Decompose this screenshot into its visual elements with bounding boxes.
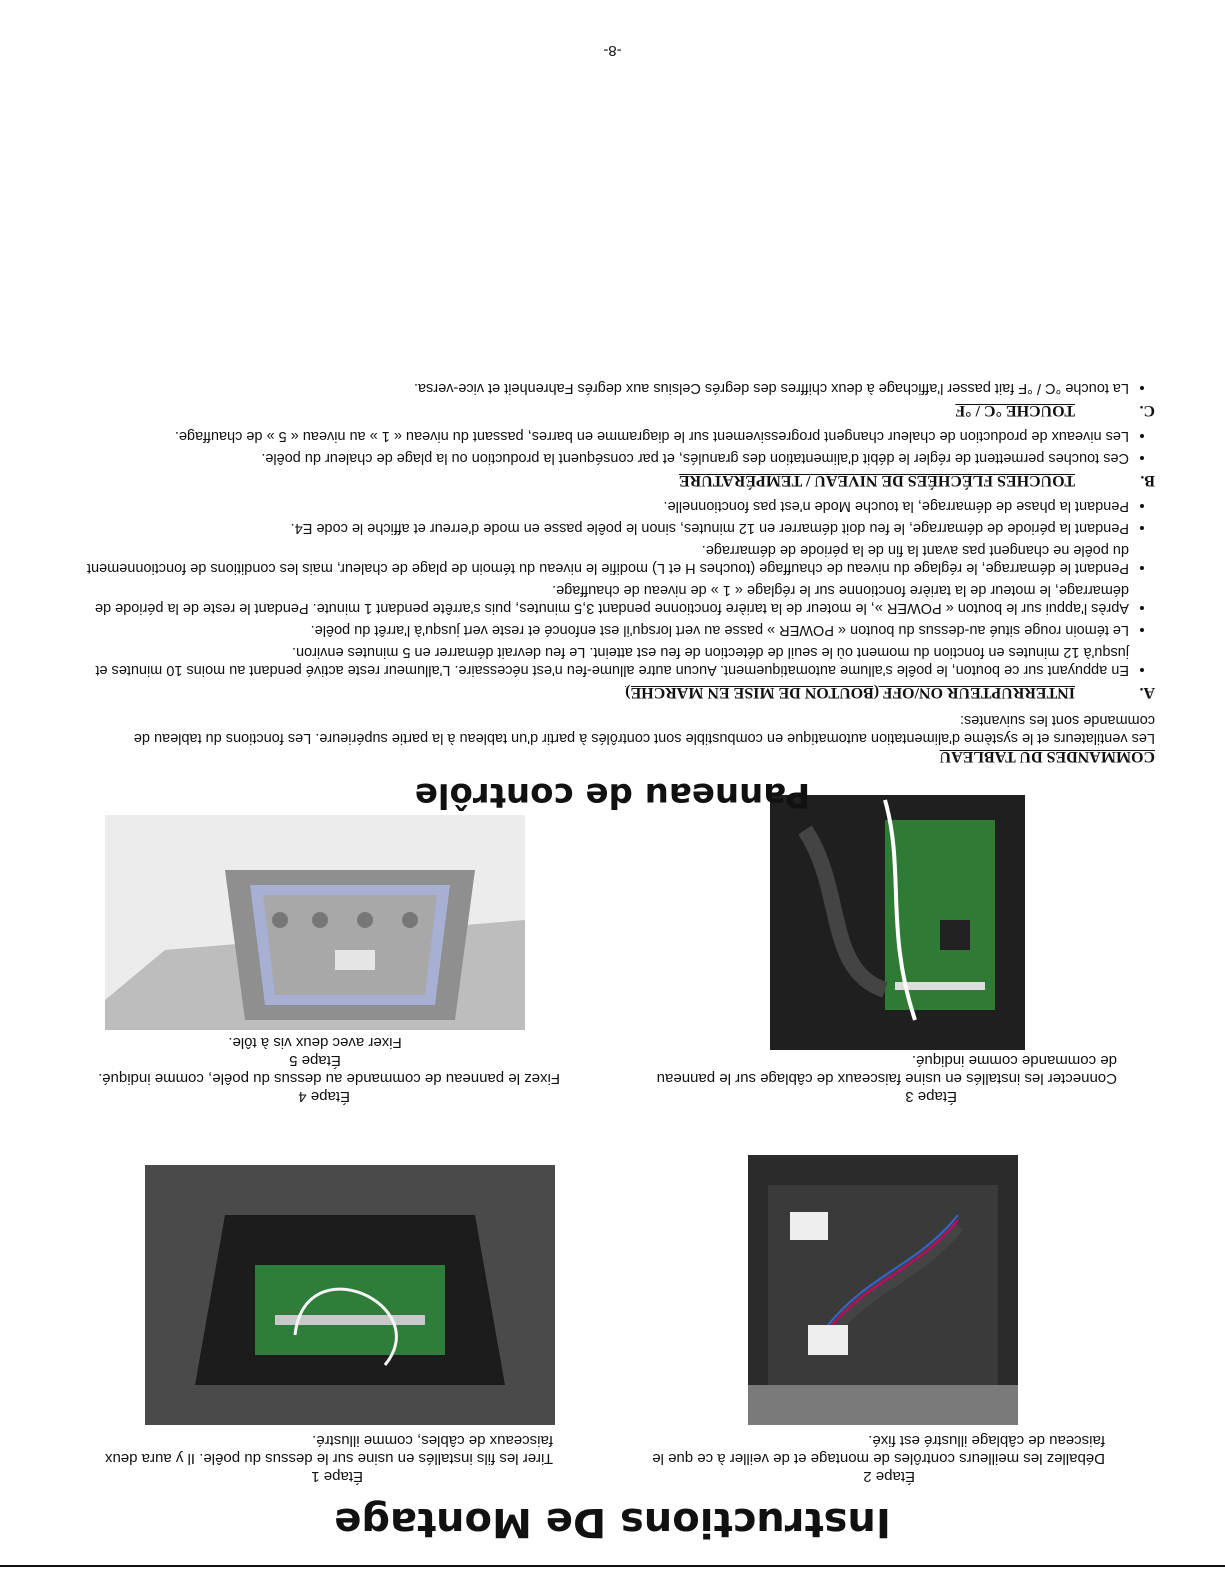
section-a-bullet: • Pendant le démarrage, le réglage du niveau de chauffage (touches H et L) modifie le niveau du témoin de plage de chaleur, mais les conditions de fonctionnement du poêle ne changent pas avant la fin de la période de démarrage.: [75, 541, 1129, 577]
panel-title: Panneau de contrôle: [414, 775, 811, 815]
step-2-text: Déballez les meilleurs contrôles de montage et de veiller à ce que le faisceau de câblage illustré est fixé.: [652, 1432, 1105, 1467]
section-a: [75, 497, 1155, 701]
step-1-text: Tirer les fils installés en usine sur le dessus du poêle. Il y aura deux faisceaux de câbles, comme illustré.: [104, 1432, 553, 1467]
section-b: [75, 427, 1155, 489]
photo-wiring-harness-top: [748, 1155, 1018, 1425]
section-b-letter: B.: [1140, 472, 1155, 489]
photo-harness-connected: [770, 795, 1025, 1050]
section-a-bullet: • Le témoin rouge situé au-dessus du bouton « POWER » passe au vert lorsqu'il est enfoncé et reste vert jusqu'à l'arrêt du poêle.: [75, 621, 1129, 639]
step-4-text: Fixez le panneau de commande au dessus du poêle, comme indiqué.: [98, 1070, 560, 1087]
step-4: [70, 1069, 560, 1105]
section-a-bullet: • Après l'appui sur le bouton « POWER », le moteur de la tarière fonctionne pendant 3,5 minutes, puis s'arrête pendant 1 minute. Pendant le reste de la période de démarrage, le moteur de la tarière fonctionne sur le réglage « 1 » de niveau de chauffage.: [75, 581, 1129, 617]
section-c-heading: TOUCHE °C / °F: [955, 402, 1075, 419]
step-5-label: Étape 5: [289, 1052, 341, 1069]
section-b-bullet: • Les niveaux de production de chaleur changent progressivement sur le diagramme en barres, passant du niveau « 1 » au niveau « 5 » de chauffage.: [75, 427, 1129, 445]
intro-paragraph: Les ventilateurs et le système d'alimentation automatique en combustible sont contrôlés à partir d'un tableau à la partie supérieure. Les fonctions du tableau de commande sont les suivantes:: [133, 712, 1155, 746]
section-a-bullet: • En appuyant sur ce bouton, le poêle s'allume automatiquement. Aucun autre allume-feu n'est nécessaire. L'allumeur reste activé pendant au moins 10 minutes et jusqu'à 12 minutes en fonction du moment où le seuil de détection de feu est atteint. Le feu devrait démarrer en 5 minutes environ.: [75, 643, 1129, 679]
step-2: [635, 1431, 1105, 1485]
section-c-bullet: • La touche °C / °F fait passer l'affichage à deux chiffres des degrés Celsius aux degrés Fahrenheit et vice-versa.: [75, 379, 1129, 397]
top-rule: [0, 1565, 1225, 1567]
step-5: [70, 1033, 560, 1069]
step-3-label: Étape 3: [905, 1088, 957, 1105]
section-b-bullet: • Ces touches permettent de régler le débit d'alimentation des granulés, et par conséquent la production ou la plage de chaleur du poêle.: [75, 449, 1129, 467]
step-3: [647, 1051, 1117, 1105]
step-2-label: Étape 2: [863, 1468, 915, 1485]
section-a-heading: INTERRUPTEUR ON/OFF (BOUTON DE MISE EN MARCHE): [625, 684, 1075, 701]
step-1: [103, 1431, 553, 1485]
section-a-letter: A.: [1139, 684, 1155, 701]
controls-section: [75, 371, 1155, 765]
step-4-label: Étape 4: [298, 1088, 350, 1105]
section-c-letter: C.: [1139, 402, 1155, 419]
section-a-bullet: • Pendant la phase de démarrage, la touche Mode n'est pas fonctionnelle.: [75, 497, 1129, 515]
step-1-label: Étape 1: [311, 1468, 363, 1485]
photo-control-board: [145, 1165, 555, 1425]
section-b-heading: TOUCHES FLÉCHÉES DE NIVEAU / TEMPÉRATURE: [678, 472, 1075, 489]
step-3-text: Connecter les installés en usine faisceaux de câblage sur le panneau de commande comme indiqué.: [656, 1052, 1117, 1087]
assembly-title: Instructions De Montage: [334, 1499, 891, 1545]
section-heading: COMMANDES DU TABLEAU: [939, 748, 1155, 765]
section-c: [75, 379, 1155, 419]
photo-panel-render: [105, 815, 525, 1030]
section-a-bullet: • Pendant la période de démarrage, le feu doit démarrer en 12 minutes, sinon le poêle passe en mode d'erreur et affiche le code E4.: [75, 519, 1129, 537]
step-5-text: Fixer avec deux vis à tôle.: [228, 1034, 402, 1051]
page-number: -8-: [603, 42, 622, 59]
